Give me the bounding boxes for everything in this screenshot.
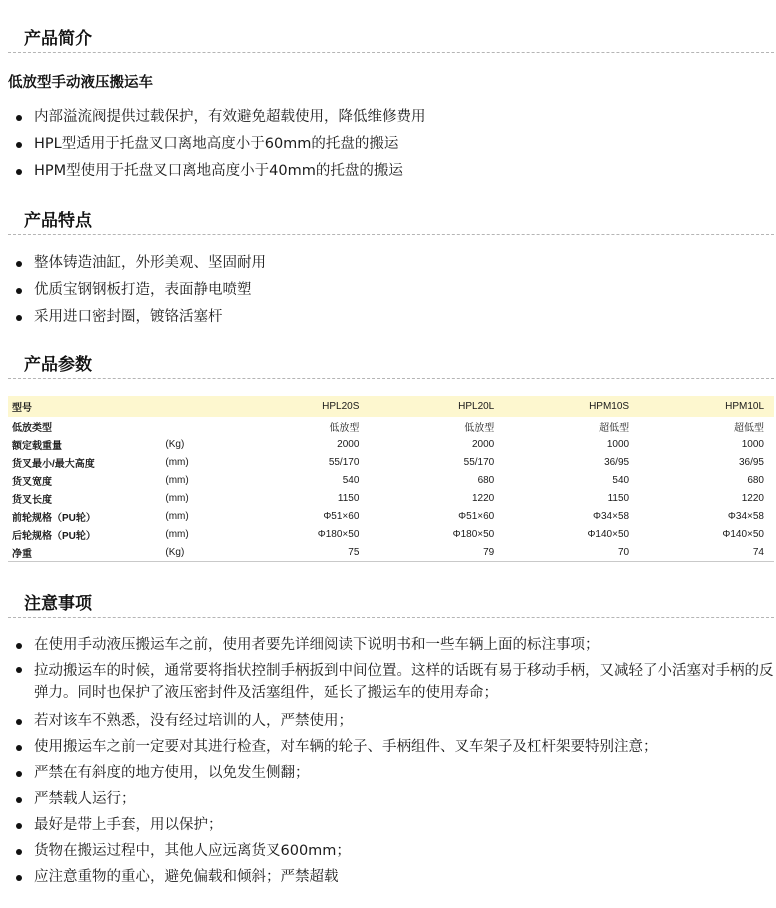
list-item: HPM型使用于托盘叉口离地高度小于40mm的托盘的搬运 [14,158,774,185]
row-label: 低放类型 [12,422,52,434]
row-unit: (mm) [165,528,189,540]
table-cell: 1220 [741,492,764,504]
list-item: 采用进口密封圈，镀铬活塞杆 [14,304,774,331]
row-label: 净重 [8,543,165,562]
table-cell: 55/170 [328,456,360,468]
row-label: 货叉长度 [12,494,52,506]
params-section-header [8,348,774,379]
table-header-cell: HPL20S [225,396,360,417]
table-cell: 680 [747,474,764,486]
table-row [8,471,774,489]
row-unit: (mm) [165,492,189,504]
table-header-cell: HPM10S [494,396,629,417]
table-row [8,507,774,525]
table-cell: 540 [612,474,630,486]
table-header-label: 型号 [8,396,165,417]
row-unit: (mm) [165,510,189,522]
table-cell: 79 [359,543,494,562]
list-item: 货物在搬运过程中，其他人应远离货叉600mm； [14,838,774,864]
features-bullet-list [14,250,774,331]
row-label: 前轮规格（PU轮） [12,512,96,524]
list-item: HPL型适用于托盘叉口离地高度小于60mm的托盘的搬运 [14,131,774,158]
features-heading: 产品特点 [24,211,92,231]
features-section-header [8,204,774,235]
table-cell: Φ180×50 [452,528,495,540]
table-row [8,543,774,562]
table-cell: Φ140×50 [587,528,630,540]
table-row [8,525,774,543]
list-item: 最好是带上手套，用以保护； [14,812,774,838]
row-unit [165,417,224,435]
row-unit: (mm) [165,474,189,486]
params-heading: 产品参数 [24,355,92,375]
notes-bullet-list [14,632,774,890]
product-subtitle: 低放型手动液压搬运车 [8,75,153,91]
table-cell: 超低型 [734,422,764,434]
table-row [8,417,774,435]
params-table [8,396,774,562]
table-row [8,489,774,507]
table-cell: 74 [629,543,774,562]
table-cell: 2000 [472,438,495,450]
row-unit: (mm) [165,456,189,468]
table-cell: Φ34×58 [727,510,764,522]
table-cell: 75 [225,543,360,562]
notes-section-header [8,587,774,618]
table-header-cell: HPM10L [629,396,774,417]
row-label: 额定载重量 [12,440,62,452]
row-label: 后轮规格（PU轮） [12,530,96,542]
intro-heading: 产品简介 [24,29,92,49]
row-unit: (Kg) [165,438,185,450]
table-cell: 540 [342,474,360,486]
list-item: 若对该车不熟悉，没有经过培训的人，严禁使用； [14,708,774,734]
intro-section-header [8,22,774,53]
list-item: 整体铸造油缸，外形美观、坚固耐用 [14,250,774,277]
table-cell: 1000 [606,438,630,450]
list-item: 拉动搬运车的时候，通常要将指状控制手柄扳到中间位置。这样的话既有易于移动手柄，又减轻了小活塞对手柄的反弹力。同时也保护了液压密封件及活塞组件，延长了搬运车的使用寿命； [14,658,774,708]
table-row [8,435,774,453]
row-unit: (Kg) [165,543,224,562]
table-cell: 1220 [472,492,495,504]
list-item: 应注意重物的重心，避免偏载和倾斜；严禁超载 [14,864,774,890]
table-cell: 36/95 [738,456,764,468]
table-cell: 1150 [607,492,630,504]
table-cell: Φ140×50 [722,528,764,540]
table-cell: 低放型 [329,422,360,434]
table-cell: Φ51×60 [323,510,360,522]
table-cell: Φ51×60 [458,510,495,522]
table-cell: 1000 [741,438,764,450]
table-cell: 1150 [337,492,360,504]
table-cell: 36/95 [604,456,630,468]
intro-bullet-list [14,104,774,185]
table-cell: 2000 [337,438,360,450]
list-item: 严禁载人运行； [14,786,774,812]
table-row [8,453,774,471]
table-header-row [8,396,774,417]
list-item: 内部溢流阀提供过载保护，有效避免超载使用，降低维修费用 [14,104,774,131]
row-label: 货叉最小/最大高度 [12,458,95,470]
list-item: 在使用手动液压搬运车之前，使用者要先详细阅读下说明书和一些车辆上面的标注事项； [14,632,774,658]
notes-heading: 注意事项 [24,594,92,614]
table-header-cell: HPL20L [359,396,494,417]
table-cell: Φ34×58 [593,510,630,522]
row-label: 货叉宽度 [12,476,52,488]
table-cell: 680 [477,474,495,486]
table-cell: 低放型 [464,422,495,434]
table-cell: 70 [494,543,629,562]
table-header-unit [165,396,224,417]
list-item: 使用搬运车之前一定要对其进行检查，对车辆的轮子、手柄组件、叉车架子及杠杆架要特别注意； [14,734,774,760]
table-cell: 55/170 [463,456,495,468]
list-item: 优质宝钢钢板打造，表面静电喷塑 [14,277,774,304]
list-item: 严禁在有斜度的地方使用，以免发生侧翻； [14,760,774,786]
table-cell: 超低型 [599,422,630,434]
table-cell: Φ180×50 [317,528,360,540]
